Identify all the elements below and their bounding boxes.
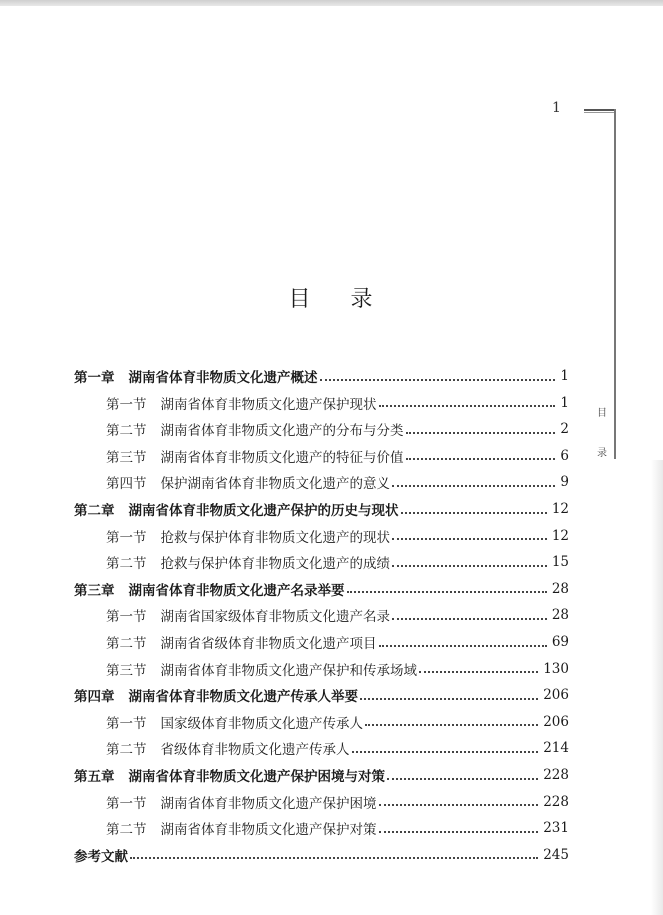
dot-leader: [401, 511, 547, 514]
toc-entry-title: 抢救与保护体育非物质文化遗产的成绩: [160, 556, 390, 573]
dot-leader: [387, 777, 538, 780]
dot-leader: [392, 617, 547, 620]
toc-entry[interactable]: [106, 470, 569, 494]
toc-entry-number: 第一节: [106, 715, 147, 732]
page-title: [0, 282, 663, 313]
toc-entry-number: 第二节: [106, 822, 147, 839]
toc-entry-page: 28: [551, 607, 569, 624]
dot-leader: [352, 750, 539, 753]
toc-entry-number: 第三节: [106, 662, 147, 679]
toc-entry-page: 228: [543, 793, 569, 810]
toc-entry-number: 参考文献: [74, 848, 128, 865]
toc-entry-page: 1: [560, 368, 569, 384]
toc-entry-title: 国家级体育非物质文化遗产传承人: [160, 715, 363, 732]
toc-entry[interactable]: [74, 364, 569, 388]
side-label-bottom: 录: [597, 448, 607, 459]
toc-entry-title: 湖南省体育非物质文化遗产保护现状: [160, 396, 377, 413]
page-edge-shadow: [651, 460, 663, 915]
toc-entry-page: 6: [560, 447, 569, 464]
toc-entry[interactable]: [74, 683, 569, 707]
toc-entry-title: 湖南省省级体育非物质文化遗产项目: [160, 636, 377, 652]
toc-entry-number: 第一节: [106, 396, 147, 413]
dot-leader: [392, 537, 547, 540]
top-edge-bar: [0, 0, 663, 6]
toc-entry-title: 湖南省体育非物质文化遗产保护和传承场域: [160, 662, 417, 679]
toc-entry-number: 第三节: [106, 449, 147, 466]
toc-entry-page: 12: [551, 527, 569, 544]
toc-entry-title: 湖南省体育非物质文化遗产名录举要: [128, 582, 345, 599]
header-rule-thin: [584, 112, 615, 113]
toc-entry[interactable]: [74, 763, 569, 787]
dot-leader: [130, 856, 538, 859]
dot-leader: [365, 723, 538, 726]
toc-entry-page: 206: [543, 713, 569, 730]
toc-entry[interactable]: [106, 657, 569, 681]
toc-entry-number: 第二章: [74, 503, 115, 519]
toc-entry-page: 130: [543, 660, 569, 677]
toc-entry-title: 湖南省体育非物质文化遗产保护的历史与现状: [128, 503, 399, 519]
toc-entry-title: 湖南省体育非物质文化遗产保护困境与对策: [128, 769, 385, 785]
dot-leader: [392, 564, 547, 567]
page-title-char-1: 目: [288, 287, 313, 312]
page-number: 1: [552, 100, 561, 116]
toc-entry-page: 214: [543, 740, 569, 757]
toc-entry-number: 第二节: [106, 636, 147, 652]
dot-leader: [379, 803, 539, 806]
toc-entry-number: 第四节: [106, 476, 147, 493]
toc-entry-page: 245: [543, 846, 569, 863]
toc-entry[interactable]: [74, 497, 569, 521]
toc-entry-references[interactable]: [74, 843, 569, 867]
toc-entry-page: 1: [560, 394, 569, 411]
dot-leader: [379, 830, 539, 833]
dot-leader: [320, 378, 556, 381]
toc-entry-number: 第五章: [74, 769, 115, 785]
dot-leader: [392, 484, 555, 487]
toc-entry-title: 湖南省国家级体育非物质文化遗产名录: [160, 609, 390, 626]
toc-entry[interactable]: [106, 524, 569, 548]
toc-entry[interactable]: [106, 603, 569, 627]
toc-entry-page: 12: [551, 501, 569, 517]
toc-entry-title: 湖南省体育非物质文化遗产保护困境: [160, 795, 377, 812]
toc-entry-page: 15: [551, 554, 569, 571]
dot-leader: [406, 431, 556, 434]
toc-entry-number: 第二节: [106, 423, 147, 440]
toc-entry-number: 第一节: [106, 795, 147, 812]
dot-leader: [379, 644, 547, 647]
toc-entry[interactable]: [106, 550, 569, 574]
dot-leader: [379, 404, 556, 407]
toc-entry-title: 湖南省体育非物质文化遗产保护对策: [160, 822, 377, 839]
toc-entry[interactable]: [106, 710, 569, 734]
toc-entry-title: 湖南省体育非物质文化遗产传承人举要: [128, 689, 358, 706]
dot-leader: [406, 457, 556, 460]
toc-entry-number: 第三章: [74, 582, 115, 599]
toc-entry-page: 9: [560, 474, 569, 491]
toc-entry-page: 28: [551, 580, 569, 597]
toc-entry-page: 69: [551, 634, 569, 650]
side-label-top: 目: [597, 408, 607, 419]
toc-entry[interactable]: [106, 391, 569, 415]
toc-entry-title: 保护湖南省体育非物质文化遗产的意义: [160, 476, 390, 493]
page-title-char-2: 录: [350, 287, 375, 312]
toc-entry-title: 湖南省体育非物质文化遗产的分布与分类: [160, 423, 404, 440]
dot-leader: [419, 670, 538, 673]
toc-entry-page: 231: [543, 820, 569, 837]
toc-entry[interactable]: [106, 444, 569, 468]
toc-entry-number: 第二节: [106, 742, 147, 759]
dot-leader: [360, 697, 538, 700]
toc-entry-title: 省级体育非物质文化遗产传承人: [160, 742, 350, 759]
toc-entry[interactable]: [106, 816, 569, 840]
header-rule: [584, 109, 615, 111]
toc-entry[interactable]: [106, 790, 569, 814]
toc-entry-page: 228: [543, 767, 569, 783]
toc-entry-number: 第一节: [106, 609, 147, 626]
toc-entry-page: 206: [543, 687, 569, 704]
toc-entry[interactable]: [106, 417, 569, 441]
toc-entry-title: 抢救与保护体育非物质文化遗产的现状: [160, 529, 390, 546]
toc-entry-number: 第一章: [74, 370, 115, 386]
dot-leader: [347, 590, 547, 593]
toc-entry-number: 第一节: [106, 529, 147, 546]
toc-entry-page: 2: [560, 421, 569, 438]
toc-entry[interactable]: [74, 577, 569, 601]
toc-entry-title: 湖南省体育非物质文化遗产概述: [128, 370, 318, 386]
toc-entry-title: 湖南省体育非物质文化遗产的特征与价值: [160, 449, 404, 466]
toc-entry[interactable]: [106, 630, 569, 654]
toc-entry-number: 第四章: [74, 689, 115, 706]
toc-entry-number: 第二节: [106, 556, 147, 573]
toc-entry[interactable]: [106, 736, 569, 760]
